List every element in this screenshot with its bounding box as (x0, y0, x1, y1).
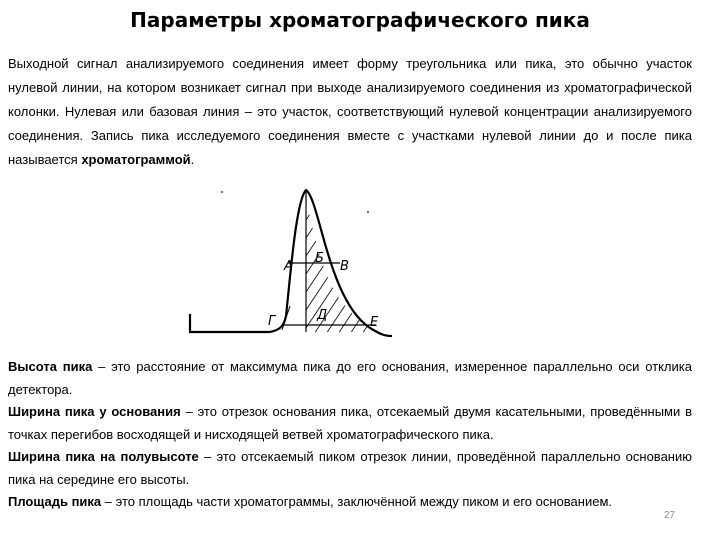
label-v: В (340, 259, 349, 274)
page-number: 27 (664, 510, 676, 521)
tick-mark-left (221, 191, 223, 193)
label-d: Д (317, 308, 328, 323)
intro-term: хроматограммой (81, 152, 191, 167)
slide-title: Параметры хроматографического пика (130, 8, 590, 32)
baseline-left (190, 314, 270, 332)
label-g: Г (268, 314, 276, 329)
chromatogram-figure (180, 180, 400, 350)
definition-base-width (8, 401, 692, 446)
definition-text: – это расстояние от максимума пика до его основания, измеренное параллельно оси отклика детектора. (8, 359, 692, 397)
definition-peak-area (8, 491, 692, 514)
intro-text: Выходной сигнал анализируемого соединения имеет форму треугольника или пика, это обычно участок нулевой линии, на котором возникает сигнал при выходе анализируемого соединения из хроматографической колонки. Нулевая или базовая линия – это участок, соответствующий нулевой концентрации анализируемого соединения. Запись пика исследуемого соединения вместе с участками нулевой линии до и после пика называется (8, 56, 692, 167)
label-e: Е (370, 315, 379, 330)
definition-peak-height (8, 356, 692, 401)
definition-text: – это площадь части хроматограммы, заключённой между пиком и его основанием. (101, 494, 612, 509)
definition-term: Ширина пика на полувысоте (8, 449, 199, 464)
definition-term: Ширина пика у основания (8, 404, 181, 419)
label-b: Б (315, 251, 324, 266)
definition-half-height-width (8, 446, 692, 491)
definition-term: Высота пика (8, 359, 93, 374)
label-a: А (284, 259, 293, 274)
chromatogram-diagram (180, 180, 400, 350)
tick-mark-right (367, 211, 369, 213)
intro-end: . (190, 152, 195, 167)
definition-term: Площадь пика (8, 494, 102, 509)
definition-text: – это отсекаемый пиком отрезок линии, проведённой параллельно основанию пика на середине его высоты. (8, 449, 692, 487)
definitions-block (8, 356, 692, 514)
intro-paragraph (8, 52, 692, 172)
definition-text: – это отрезок основания пика, отсекаемый двумя касательными, проведёнными в точках перегибов восходящей и нисходящей ветвей хроматографического пика. (8, 404, 692, 442)
